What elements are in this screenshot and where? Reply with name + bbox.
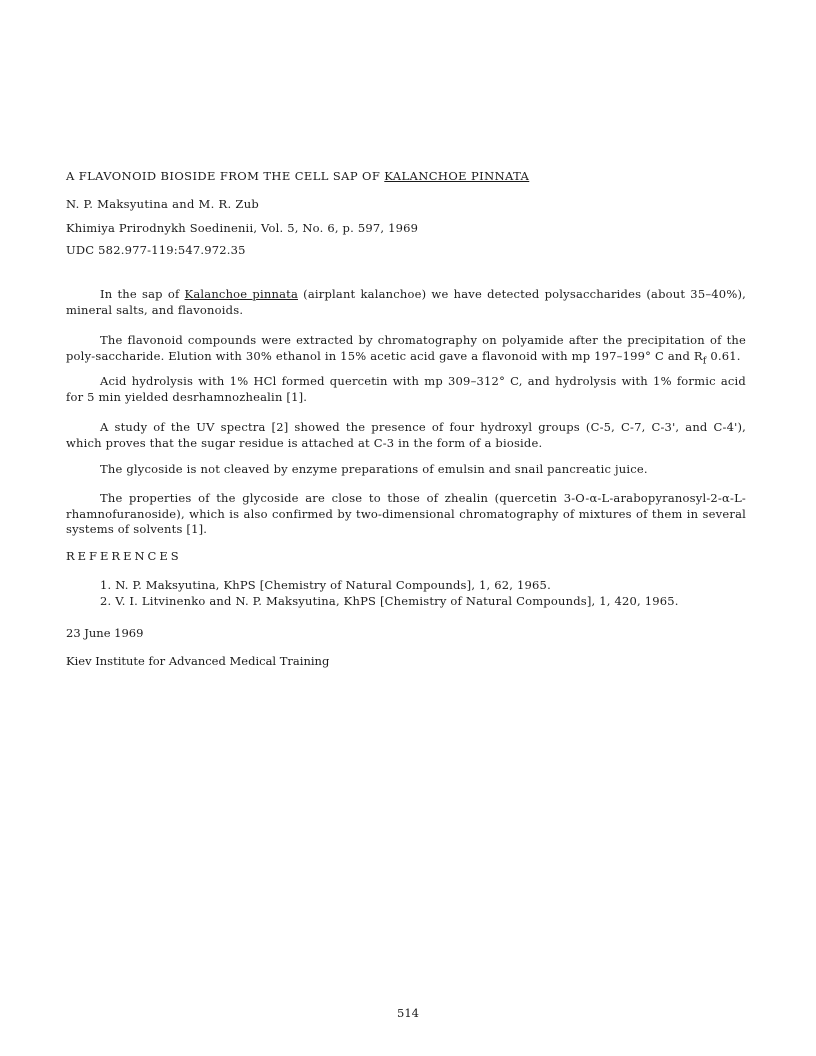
paragraph-3-text: Acid hydrolysis with 1% HCl formed quercetin with mp 309–312° C, and hydrolysis with 1% formic acid for 5 min yielded desrhamnozhealin [1]. xyxy=(66,374,746,404)
reference-item: 1. N. P. Maksyutina, KhPS [Chemistry of Natural Compounds], 1, 62, 1965. xyxy=(100,578,551,592)
page-number: 514 xyxy=(397,1006,419,1020)
paragraph-5 xyxy=(66,462,746,478)
authors: N. P. Maksyutina and M. R. Zub xyxy=(66,197,260,211)
paragraph-2-text-a: The flavonoid compounds were extracted by chromatography on polyamide after the precipitation of the poly-saccharide. Elution with 30% ethanol in 15% acetic acid gave a flavonoid with mp 197–199° C and R xyxy=(66,333,746,363)
journal-citation: Khimiya Prirodnykh Soedinenii, Vol. 5, No. 6, p. 597, 1969 xyxy=(66,221,419,235)
article-title xyxy=(66,168,746,185)
paragraph-6-text: The properties of the glycoside are close to those of zhealin (quercetin 3-O-α-L-arabopyranosyl-2-α-L-rhamnofuranoside), which is also confirmed by two-dimensional chromatography of mixtures of them in several systems of solvents [1]. xyxy=(66,491,746,536)
title-prefix: A FLAVONOID BIOSIDE FROM THE CELL SAP OF xyxy=(66,169,385,183)
udc-code: UDC 582.977-119:547.972.35 xyxy=(66,243,246,257)
paragraph-2-text-b: 0.61. xyxy=(706,348,741,363)
paragraph-5-text: The glycoside is not cleaved by enzyme preparations of emulsin and snail pancreatic juice. xyxy=(100,462,648,476)
paragraph-3 xyxy=(66,374,746,405)
paragraph-4 xyxy=(66,420,746,451)
paragraph-1 xyxy=(66,287,746,318)
paragraph-4-text: A study of the UV spectra [2] showed the presence of four hydroxyl groups (C-5, C-7, C-3', and C-4'), which proves that the sugar residue is attached at C-3 in the form of a bioside. xyxy=(66,420,746,450)
reference-list xyxy=(100,577,679,609)
paragraph-2 xyxy=(66,333,746,368)
paragraph-6 xyxy=(66,491,746,538)
paragraph-1-species: Kalanchoe pinnata xyxy=(184,287,299,301)
rf-subscript: f xyxy=(702,354,707,366)
received-date: 23 June 1969 xyxy=(66,626,144,640)
title-species: KALANCHOE PINNATA xyxy=(384,169,530,183)
paragraph-1-text-a: In the sap of xyxy=(100,287,185,301)
institution: Kiev Institute for Advanced Medical Training xyxy=(66,654,330,668)
references-heading: REFERENCES xyxy=(66,549,182,563)
reference-item: 2. V. I. Litvinenko and N. P. Maksyutina, KhPS [Chemistry of Natural Compounds], 1, 420, 1965. xyxy=(100,594,679,608)
paragraph-1-text-b: (airplant kalanchoe) we have detected polysaccharides (about 35–40%), mineral salts, and flavonoids. xyxy=(66,287,746,317)
